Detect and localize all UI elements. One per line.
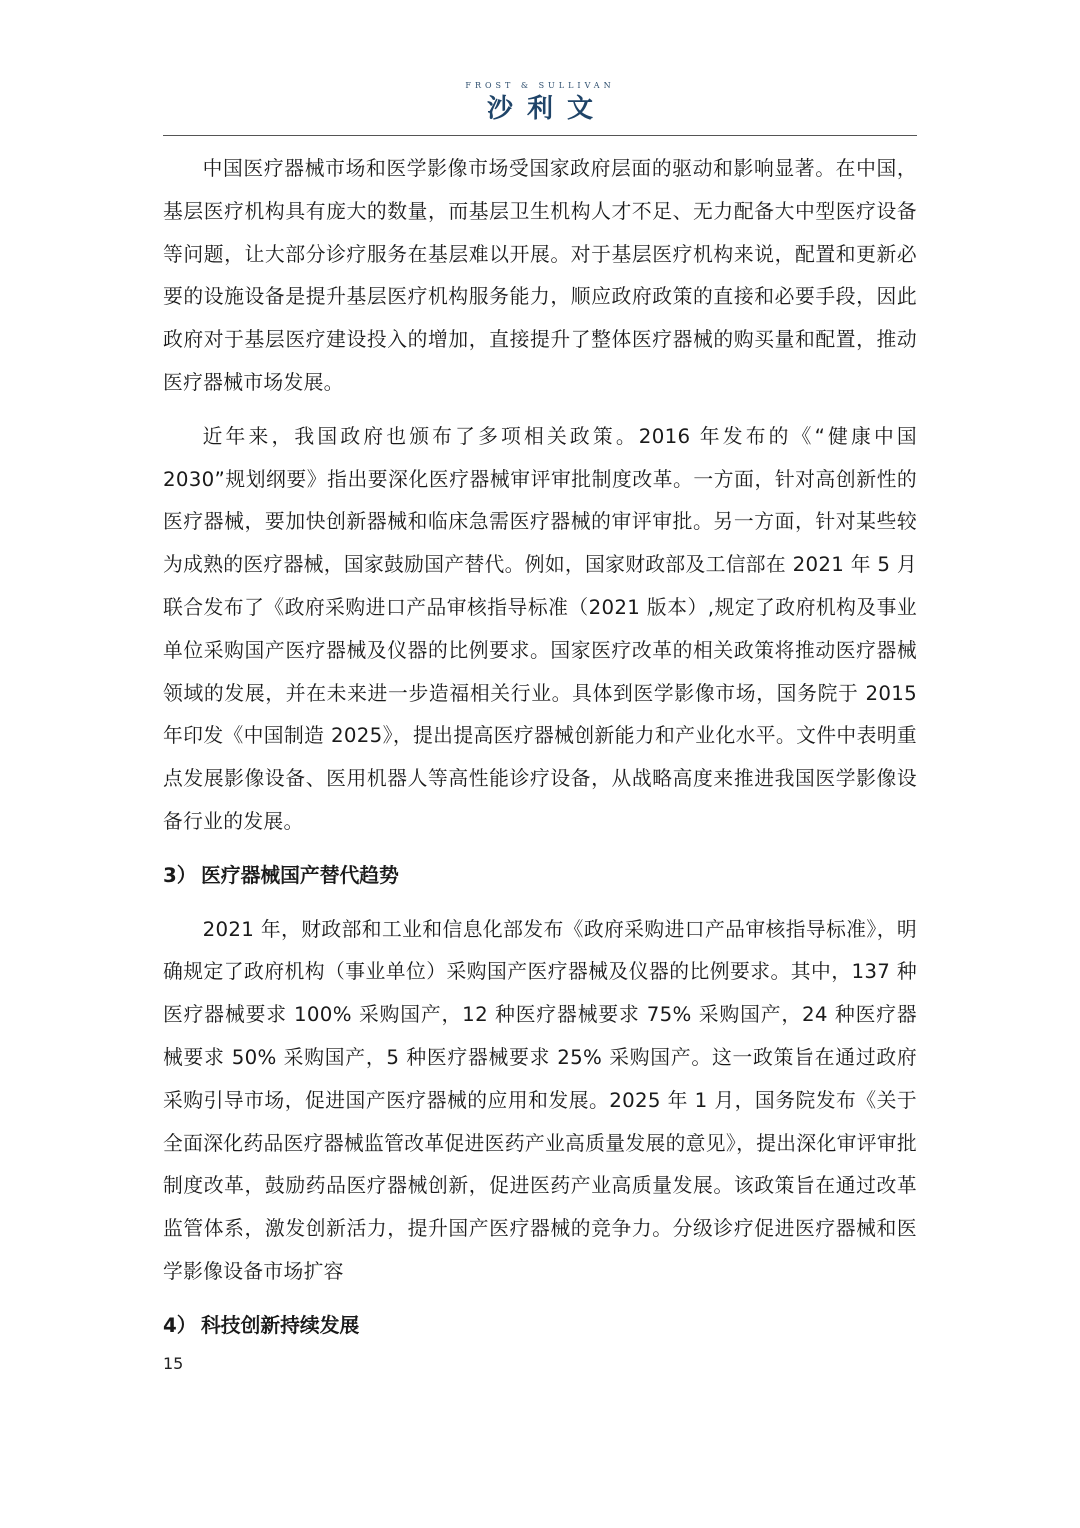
paragraph-policy-drivers: 中国医疗器械市场和医学影像市场受国家政府层面的驱动和影响显著。在中国，基层医疗机构具有庞大的数量，而基层卫生机构人才不足、无力配备大中型医疗设备等问题，让大部分诊疗服务在基层难以开展。对于基层医疗机构来说，配置和更新必要的设施设备是提升基层医疗机构服务能力，顺应政府政策的直接和必要手段，因此政府对于基层医疗建设投入的增加，直接提升了整体医疗器械的购买量和配置，推动医疗器械市场发展。 xyxy=(163,157,917,394)
section-heading-tech-innovation xyxy=(163,1305,917,1348)
paragraph-domestic-substitution: 2021 年，财政部和工业和信息化部发布《政府采购进口产品审核指导标准》，明确规定了政府机构（事业单位）采购国产医疗器械及仪器的比例要求。其中，137 种医疗器械要求 100% 采购国产，12 种医疗器械要求 75% 采购国产，24 种医疗器械要求 50% 采购国产，5 种医疗器械要求 25% 采购国产。这一政策旨在通过政府采购引导市场，促进国产医疗器械的应用和发展。2025 年 1 月，国务院发布《关于全面深化药品医疗器械监管改革促进医药产业高质量发展的意见》，提出深化审评审批制度改革，鼓励药品医疗器械创新，促进医药产业高质量发展。该政策旨在通过改革监管体系，激发创新活力，提升国产医疗器械的竞争力。分级诊疗促进医疗器械和医学影像设备市场扩容 xyxy=(163,917,917,1283)
paragraph-recent-policies: 近年来，我国政府也颁布了多项相关政策。2016 年发布的《“健康中国 2030”规划纲要》指出要深化医疗器械审评审批制度改革。一方面，针对高创新性的医疗器械，要加快创新器械和临床急需医疗器械的审评审批。另一方面，针对某些较为成熟的医疗器械，国家鼓励国产替代。例如，国家财政部及工信部在 2021 年 5 月联合发布了《政府采购进口产品审核指导标准（2021 版本）,规定了政府机构及事业单位采购国产医疗器械及仪器的比例要求。国家医疗改革的相关政策将推动医疗器械领域的发展，并在未来进一步造福相关行业。具体到医学影像市场，国务院于 2015 年印发《中国制造 2025》，提出提高医疗器械创新能力和产业化水平。文件中表明重点发展影像设备、医用机器人等高性能诊疗设备，从战略高度来推进我国医学影像设备行业的发展。 xyxy=(163,424,917,833)
brand-name-english: FROST & SULLIVAN xyxy=(465,81,615,90)
section-heading-domestic-substitution xyxy=(163,855,917,898)
page-number: 15 xyxy=(163,1354,184,1373)
section-number: 3） xyxy=(163,863,197,887)
page-header xyxy=(0,80,1080,126)
brand-name-chinese: 沙利文 xyxy=(486,94,607,124)
section-title: 医疗器械国产替代趋势 xyxy=(201,863,399,887)
document-body xyxy=(163,148,917,1359)
section-title: 科技创新持续发展 xyxy=(201,1313,360,1337)
section-number: 4） xyxy=(163,1313,197,1337)
header-divider xyxy=(163,135,917,136)
